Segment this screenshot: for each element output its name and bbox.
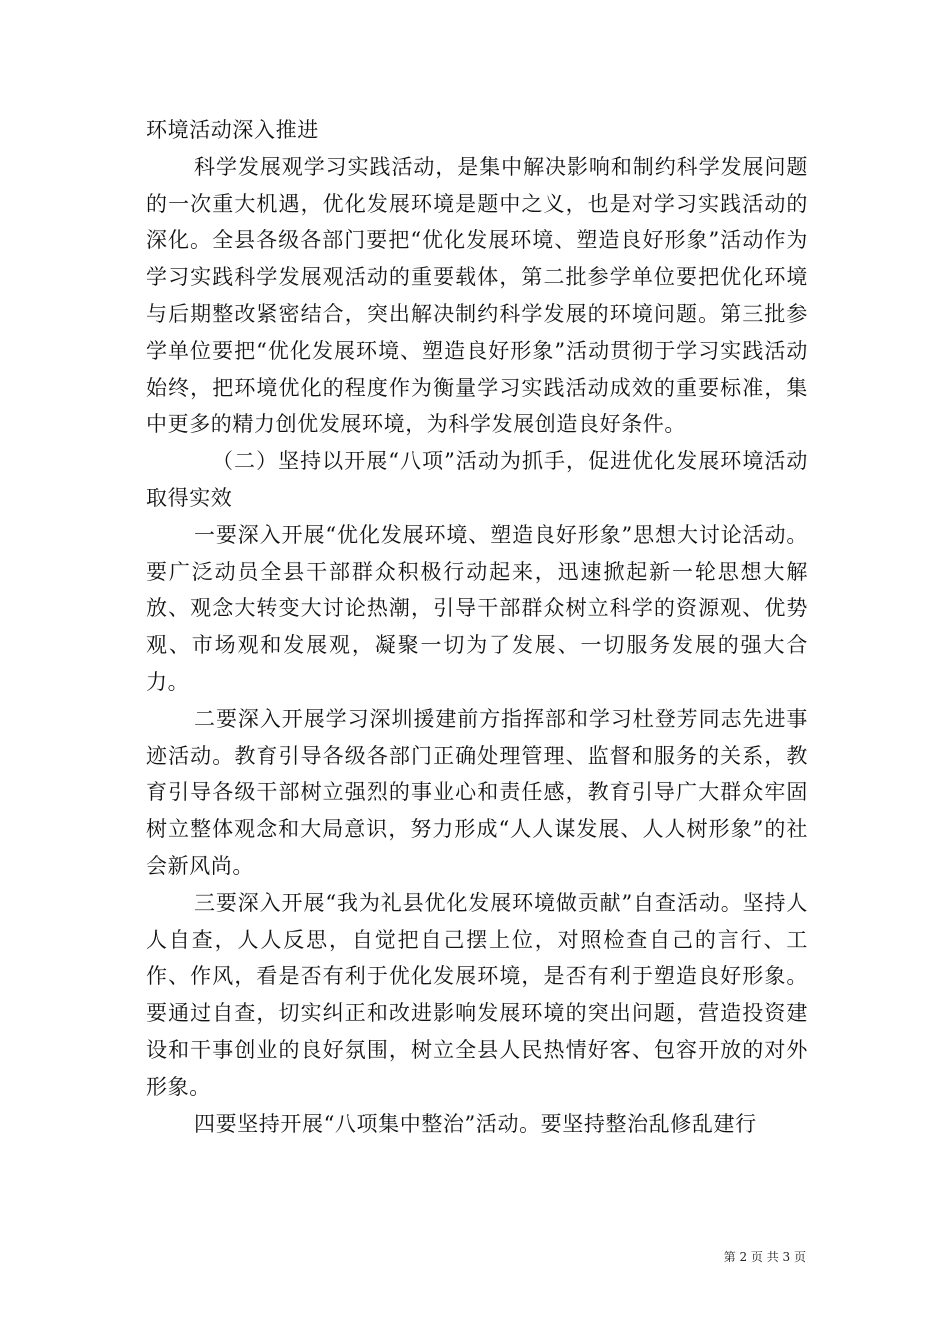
paragraph-item-three: 三要深入开展“我为礼县优化发展环境做贡献”自查活动。坚持人人自查，人人反思，自觉把自己摆上位，对照检查自己的言行、工作、作风，看是否有利于优化发展环境，是否有利于塑造良好形象。要通过自查，切实纠正和改进影响发展环境的突出问题，营造投资建设和干事创业的良好氛围，树立全县人民热情好客、包容开放的对外形象。	[146, 890, 808, 1099]
document-body	[146, 112, 808, 1142]
paragraph-item-four: 四要坚持开展“八项集中整治”活动。要坚持整治乱修乱建行	[194, 1111, 757, 1136]
paragraph-learning-practice: 科学发展观学习实践活动，是集中解决影响和制约科学发展问题的一次重大机遇，优化发展环境是题中之义，也是对学习实践活动的深化。全县各级各部门要把“优化发展环境、塑造良好形象”活动作为学习实践科学发展观活动的重要载体，第二批参学单位要把优化环境与后期整改紧密结合，突出解决制约科学发展的环境问题。第三批参学单位要把“优化发展环境、塑造良好形象”活动贯彻于学习实践活动始终，把环境优化的程度作为衡量学习实践活动成效的重要标准，集中更多的精力创优发展环境，为科学发展创造良好条件。	[146, 154, 808, 437]
section-heading-eight-activities: （二）坚持以开展“八项”活动为抓手，促进优化发展环境活动取得实效	[146, 449, 808, 510]
paragraph-item-two: 二要深入开展学习深圳援建前方指挥部和学习杜登芳同志先进事迹活动。教育引导各级各部门正确处理管理、监督和服务的关系，教育引导各级干部树立强烈的事业心和责任感，教育引导广大群众牢固树立整体观念和大局意识，努力形成“人人谋发展、人人树形象”的社会新风尚。	[146, 706, 808, 878]
paragraph-item-one: 一要深入开展“优化发展环境、塑造良好形象”思想大讨论活动。要广泛动员全县干部群众积极行动起来，迅速掀起新一轮思想大解放、观念大转变大讨论热潮，引导干部群众树立科学的资源观、优势观、市场观和发展观，凝聚一切为了发展、一切服务发展的强大合力。	[146, 522, 808, 694]
paragraph-heading-continuation: 环境活动深入推进	[146, 118, 319, 142]
page-number-footer: 第 2 页 共 3 页	[723, 1250, 806, 1264]
